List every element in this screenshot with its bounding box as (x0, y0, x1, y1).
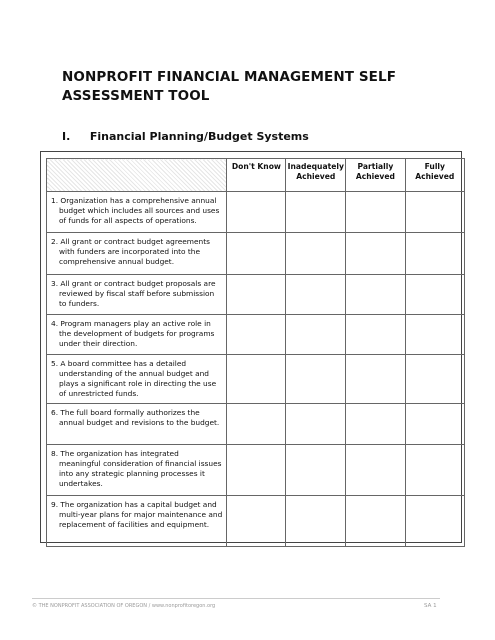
table-row (47, 404, 465, 445)
table-header-row (47, 159, 465, 192)
question-text: 2. All grant or contract budget agreements with funders are incorporated into the comprehensive annual budget. (51, 237, 210, 266)
rating-cell[interactable] (346, 404, 405, 445)
rating-cell[interactable] (405, 275, 464, 315)
section-heading (62, 130, 309, 144)
question-text: 6. The full board formally authorizes the annual budget and revisions to the budget. (51, 408, 220, 427)
footer-page-number: SA 1 (424, 603, 437, 609)
row-question (47, 275, 227, 315)
row-question (47, 445, 227, 496)
rating-cell[interactable] (227, 496, 286, 547)
footer-rule (32, 598, 440, 599)
table-row (47, 233, 465, 275)
table-row (47, 315, 465, 355)
section-number: I. (62, 130, 71, 143)
rating-cell[interactable] (405, 496, 464, 547)
rating-cell[interactable] (227, 233, 286, 275)
header-partially-achieved: Partially Achieved (346, 159, 405, 192)
rating-cell[interactable] (286, 233, 346, 275)
rating-cell[interactable] (227, 315, 286, 355)
rating-cell[interactable] (346, 275, 405, 315)
rating-cell[interactable] (286, 496, 346, 547)
row-question (47, 233, 227, 275)
rating-cell[interactable] (227, 445, 286, 496)
rating-cell[interactable] (346, 315, 405, 355)
document-title-line-2: ASSESSMENT TOOL (62, 88, 210, 104)
rating-cell[interactable] (286, 192, 346, 233)
assessment-table (46, 158, 465, 547)
row-question (47, 404, 227, 445)
header-fully-achieved: Fully Achieved (405, 159, 464, 192)
row-question (47, 315, 227, 355)
document-title (62, 68, 442, 106)
row-question (47, 496, 227, 547)
rating-cell[interactable] (405, 315, 464, 355)
row-question (47, 355, 227, 404)
rating-cell[interactable] (286, 445, 346, 496)
table-row (47, 275, 465, 315)
rating-cell[interactable] (405, 355, 464, 404)
rating-cell[interactable] (405, 233, 464, 275)
section-title: Financial Planning/Budget Systems (89, 130, 309, 143)
table-row (47, 496, 465, 547)
question-text: 1. Organization has a comprehensive annual budget which includes all sources and uses of funds for all aspects of operations. (51, 196, 220, 225)
question-text: 3. All grant or contract budget proposals are reviewed by fiscal staff before submission to funders. (51, 279, 216, 308)
rating-cell[interactable] (227, 404, 286, 445)
table-row (47, 355, 465, 404)
rating-cell[interactable] (286, 355, 346, 404)
row-question (47, 192, 227, 233)
rating-cell[interactable] (405, 445, 464, 496)
rating-cell[interactable] (227, 355, 286, 404)
question-text: 5. A board committee has a detailed understanding of the annual budget and plays a significant role in directing the use of unrestricted funds. (51, 359, 217, 398)
document-title-line-1: NONPROFIT FINANCIAL MANAGEMENT SELF (62, 69, 397, 85)
rating-cell[interactable] (227, 192, 286, 233)
header-dont-know: Don't Know (227, 159, 286, 192)
rating-cell[interactable] (405, 404, 464, 445)
rating-cell[interactable] (286, 315, 346, 355)
table-row (47, 445, 465, 496)
question-text: 8. The organization has integrated meaningful consideration of financial issues into any strategic planning processes it undertakes. (51, 449, 222, 488)
rating-cell[interactable] (286, 404, 346, 445)
table-row (47, 192, 465, 233)
rating-cell[interactable] (346, 496, 405, 547)
question-text: 4. Program managers play an active role in the development of budgets for programs under their direction. (51, 319, 215, 348)
rating-cell[interactable] (346, 192, 405, 233)
rating-cell[interactable] (346, 355, 405, 404)
footer-copyright: © THE NONPROFIT ASSOCIATION OF OREGON / www.nonprofitoregon.org (32, 603, 216, 609)
question-text: 9. The organization has a capital budget and multi-year plans for major maintenance and replacement of facilities and equipment. (51, 500, 223, 529)
rating-cell[interactable] (346, 445, 405, 496)
rating-cell[interactable] (227, 275, 286, 315)
rating-cell[interactable] (286, 275, 346, 315)
header-inadequately-achieved: Inadequately Achieved (286, 159, 346, 192)
rating-cell[interactable] (405, 192, 464, 233)
rating-cell[interactable] (346, 233, 405, 275)
header-blank-cell (47, 159, 227, 192)
